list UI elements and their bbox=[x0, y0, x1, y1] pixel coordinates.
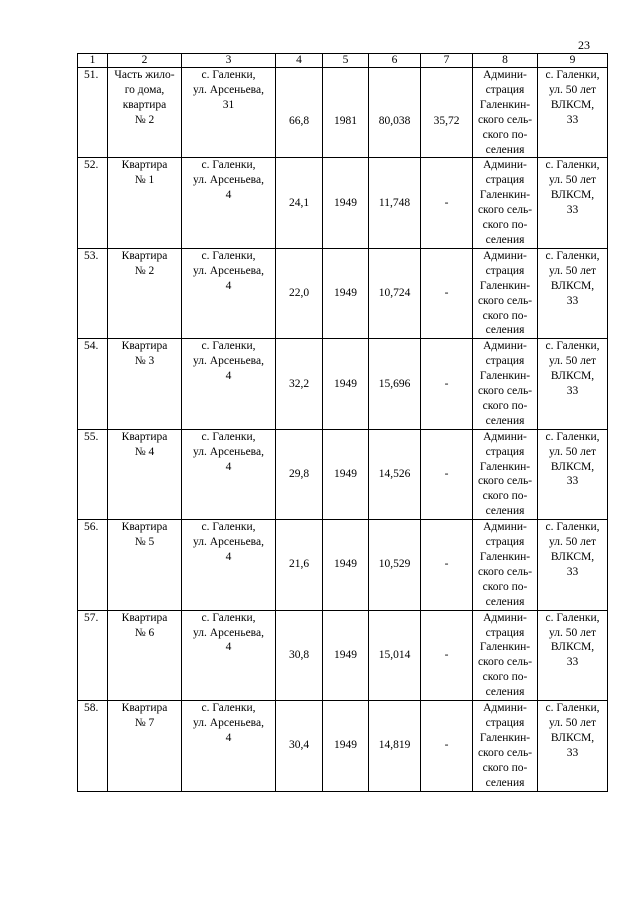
property-area: 30,8 bbox=[276, 610, 323, 700]
property-value: 15,696 bbox=[369, 339, 421, 429]
property-value: 10,529 bbox=[369, 520, 421, 610]
table-row bbox=[78, 520, 608, 610]
row-number: 51. bbox=[78, 68, 108, 158]
property-value: 14,819 bbox=[369, 701, 421, 791]
property-year: 1949 bbox=[323, 339, 369, 429]
table-row bbox=[78, 701, 608, 791]
property-holder: Админи- страция Галенкин- ского сель- ского по- селения bbox=[473, 701, 538, 791]
holder-address: с. Галенки, ул. 50 лет ВЛКСМ, 33 bbox=[538, 158, 608, 248]
column-header: 5 bbox=[323, 54, 369, 68]
row-number: 53. bbox=[78, 248, 108, 338]
holder-address: с. Галенки, ул. 50 лет ВЛКСМ, 33 bbox=[538, 68, 608, 158]
property-area: 22,0 bbox=[276, 248, 323, 338]
row-number: 55. bbox=[78, 429, 108, 519]
property-area: 21,6 bbox=[276, 520, 323, 610]
property-holder: Админи- страция Галенкин- ского сель- ского по- селения bbox=[473, 429, 538, 519]
row-number: 57. bbox=[78, 610, 108, 700]
property-holder: Админи- страция Галенкин- ского сель- ского по- селения bbox=[473, 610, 538, 700]
property-year: 1949 bbox=[323, 520, 369, 610]
property-year: 1949 bbox=[323, 158, 369, 248]
table-row bbox=[78, 68, 608, 158]
column-header: 2 bbox=[108, 54, 182, 68]
property-name: Квартира № 6 bbox=[108, 610, 182, 700]
column-header: 4 bbox=[276, 54, 323, 68]
property-value: 10,724 bbox=[369, 248, 421, 338]
property-address: с. Галенки, ул. Арсеньева, 4 bbox=[182, 520, 276, 610]
row-number: 52. bbox=[78, 158, 108, 248]
table-row bbox=[78, 429, 608, 519]
property-area: 24,1 bbox=[276, 158, 323, 248]
property-holder: Админи- страция Галенкин- ского сель- ского по- селения bbox=[473, 248, 538, 338]
property-name: Квартира № 5 bbox=[108, 520, 182, 610]
property-year: 1981 bbox=[323, 68, 369, 158]
property-holder: Админи- страция Галенкин- ского сель- ского по- селения bbox=[473, 158, 538, 248]
property-address: с. Галенки, ул. Арсеньева, 31 bbox=[182, 68, 276, 158]
holder-address: с. Галенки, ул. 50 лет ВЛКСМ, 33 bbox=[538, 701, 608, 791]
property-col7: - bbox=[421, 248, 473, 338]
property-name: Квартира № 7 bbox=[108, 701, 182, 791]
holder-address: с. Галенки, ул. 50 лет ВЛКСМ, 33 bbox=[538, 429, 608, 519]
property-name: Квартира № 4 bbox=[108, 429, 182, 519]
property-address: с. Галенки, ул. Арсеньева, 4 bbox=[182, 339, 276, 429]
column-header: 1 bbox=[78, 54, 108, 68]
property-name: Квартира № 2 bbox=[108, 248, 182, 338]
table-row bbox=[78, 610, 608, 700]
property-col7: 35,72 bbox=[421, 68, 473, 158]
column-header: 3 bbox=[182, 54, 276, 68]
property-name: Квартира № 1 bbox=[108, 158, 182, 248]
property-name: Квартира № 3 bbox=[108, 339, 182, 429]
table-row bbox=[78, 158, 608, 248]
property-value: 14,526 bbox=[369, 429, 421, 519]
row-number: 58. bbox=[78, 701, 108, 791]
property-holder: Админи- страция Галенкин- ского сель- ского по- селения bbox=[473, 520, 538, 610]
property-area: 66,8 bbox=[276, 68, 323, 158]
column-header: 7 bbox=[421, 54, 473, 68]
property-col7: - bbox=[421, 701, 473, 791]
property-col7: - bbox=[421, 610, 473, 700]
property-registry-table bbox=[77, 53, 608, 792]
row-number: 54. bbox=[78, 339, 108, 429]
property-address: с. Галенки, ул. Арсеньева, 4 bbox=[182, 701, 276, 791]
property-col7: - bbox=[421, 429, 473, 519]
property-holder: Админи- страция Галенкин- ского сель- ского по- селения bbox=[473, 339, 538, 429]
table-row bbox=[78, 339, 608, 429]
holder-address: с. Галенки, ул. 50 лет ВЛКСМ, 33 bbox=[538, 339, 608, 429]
property-value: 80,038 bbox=[369, 68, 421, 158]
column-number-row bbox=[78, 54, 608, 68]
property-col7: - bbox=[421, 158, 473, 248]
property-holder: Админи- страция Галенкин- ского сель- ского по- селения bbox=[473, 68, 538, 158]
column-header: 9 bbox=[538, 54, 608, 68]
property-address: с. Галенки, ул. Арсеньева, 4 bbox=[182, 248, 276, 338]
property-year: 1949 bbox=[323, 429, 369, 519]
property-value: 11,748 bbox=[369, 158, 421, 248]
holder-address: с. Галенки, ул. 50 лет ВЛКСМ, 33 bbox=[538, 248, 608, 338]
property-address: с. Галенки, ул. Арсеньева, 4 bbox=[182, 158, 276, 248]
property-address: с. Галенки, ул. Арсеньева, 4 bbox=[182, 429, 276, 519]
property-area: 32,2 bbox=[276, 339, 323, 429]
property-year: 1949 bbox=[323, 610, 369, 700]
holder-address: с. Галенки, ул. 50 лет ВЛКСМ, 33 bbox=[538, 520, 608, 610]
column-header: 6 bbox=[369, 54, 421, 68]
property-area: 29,8 bbox=[276, 429, 323, 519]
property-name: Часть жило- го дома, квартира № 2 bbox=[108, 68, 182, 158]
row-number: 56. bbox=[78, 520, 108, 610]
property-year: 1949 bbox=[323, 701, 369, 791]
table-row bbox=[78, 248, 608, 338]
property-area: 30,4 bbox=[276, 701, 323, 791]
page-number: 23 bbox=[578, 38, 590, 52]
property-value: 15,014 bbox=[369, 610, 421, 700]
property-col7: - bbox=[421, 520, 473, 610]
property-col7: - bbox=[421, 339, 473, 429]
holder-address: с. Галенки, ул. 50 лет ВЛКСМ, 33 bbox=[538, 610, 608, 700]
column-header: 8 bbox=[473, 54, 538, 68]
property-year: 1949 bbox=[323, 248, 369, 338]
property-address: с. Галенки, ул. Арсеньева, 4 bbox=[182, 610, 276, 700]
